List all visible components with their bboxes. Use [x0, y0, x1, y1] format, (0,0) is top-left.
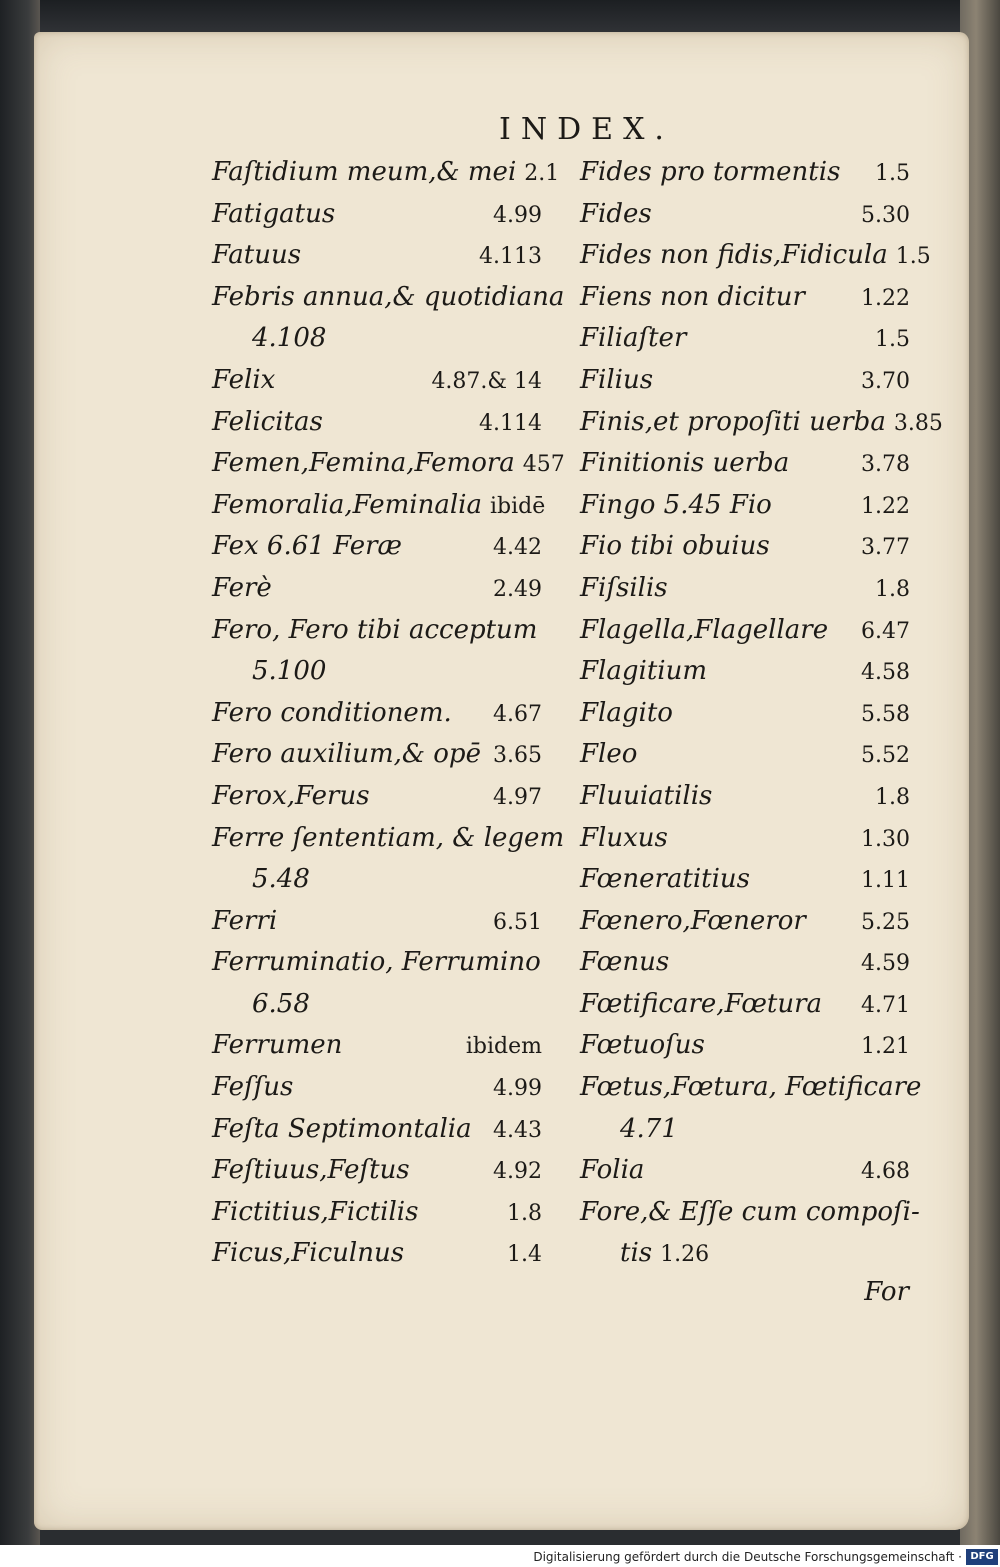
index-entry: [580, 1109, 910, 1151]
index-term: Fœtuoſus: [580, 1030, 705, 1061]
index-entry: [212, 1109, 542, 1151]
index-entry: [212, 984, 542, 1026]
index-ref: 4.97: [493, 784, 542, 810]
index-ref: ibidem: [465, 1034, 542, 1060]
index-ref: 1.8: [507, 1200, 542, 1226]
page-title: INDEX.: [499, 112, 674, 147]
index-ref: 4.87.& 14: [431, 368, 542, 394]
index-term: Fluxus: [580, 822, 668, 853]
index-entry: [212, 360, 542, 402]
index-term: Fore,& Eſſe cum compoſi-: [580, 1196, 920, 1227]
index-column-left: [212, 152, 565, 1275]
index-entry: [212, 443, 565, 485]
index-entry: [580, 942, 910, 984]
index-entry: [580, 1067, 922, 1109]
index-entry: [212, 568, 542, 610]
index-entry: [212, 942, 542, 984]
index-entry: [580, 526, 910, 568]
index-entry: [580, 318, 910, 360]
index-term: Ficus,Ficulnus: [212, 1238, 405, 1269]
book-page: [34, 32, 969, 1530]
index-term: 6.58: [252, 988, 310, 1019]
index-term: Fleo: [580, 739, 638, 770]
index-ref: 457: [522, 452, 565, 478]
index-term: Flagitium: [580, 656, 707, 687]
index-ref: 4.114: [479, 410, 542, 436]
index-entry: [212, 734, 542, 776]
index-ref: 1.26: [660, 1242, 710, 1268]
index-entry: [580, 277, 910, 319]
index-term: Ferox,Ferus: [212, 780, 370, 811]
index-ref: 2.49: [493, 576, 542, 602]
index-entry: [580, 610, 910, 652]
index-term: Filius: [580, 364, 654, 395]
index-ref: ibidē: [490, 493, 546, 519]
index-entry: [212, 485, 546, 527]
index-term: Fio tibi obuius: [580, 531, 770, 562]
index-entry: [212, 402, 542, 444]
index-entry: [580, 485, 910, 527]
index-ref: 1.5: [895, 244, 931, 270]
catchword: For: [864, 1277, 909, 1307]
index-term: Fluuiatilis: [580, 780, 713, 811]
index-entry: [212, 859, 542, 901]
index-entry: [580, 984, 910, 1026]
index-entry: [212, 235, 542, 277]
index-entry: [580, 901, 910, 943]
index-term: Fex 6.61 Feræ: [212, 531, 402, 562]
dfg-logo: DFG: [966, 1549, 998, 1565]
index-term: Ferre ſententiam, & legem: [212, 822, 565, 853]
index-ref: 1.4: [507, 1242, 542, 1268]
index-term: Flagito: [580, 697, 673, 728]
index-term: Fiſsilis: [580, 572, 668, 603]
index-entry: [212, 776, 542, 818]
index-entry: [212, 1233, 542, 1275]
index-ref: 4.67: [493, 701, 542, 727]
index-term: 5.100: [252, 656, 327, 687]
index-entry: [580, 1150, 910, 1192]
index-entry: [212, 651, 542, 693]
index-term: Flagella,Flagellare: [580, 614, 829, 645]
index-ref: 6.51: [493, 909, 542, 935]
index-ref: 5.25: [861, 909, 910, 935]
index-ref: 5.58: [861, 701, 910, 727]
index-entry: [580, 859, 910, 901]
index-ref: 1.8: [875, 576, 910, 602]
index-ref: 4.99: [493, 202, 542, 228]
index-ref: 4.58: [861, 660, 910, 686]
index-term: Fœtificare,Fœtura: [580, 988, 823, 1019]
index-ref: 5.52: [861, 743, 910, 769]
index-entry: [580, 693, 910, 735]
index-ref: 5.30: [861, 202, 910, 228]
index-entry: [212, 318, 542, 360]
index-entry: [212, 1150, 542, 1192]
index-ref: 4.59: [861, 951, 910, 977]
index-ref: 1.5: [875, 161, 910, 186]
index-term: Fatigatus: [212, 198, 336, 229]
index-term: Felicitas: [212, 406, 323, 437]
index-term: Fero, Fero tibi acceptum: [212, 614, 538, 645]
index-entry: [212, 194, 542, 236]
index-term: 4.71: [620, 1113, 678, 1144]
index-ref: 1.22: [861, 285, 910, 311]
index-term: Fœtus,Fœtura, Fœtificare: [580, 1072, 922, 1103]
index-entry: [580, 1025, 910, 1067]
index-term: Fides pro tormentis: [580, 157, 841, 187]
index-entry: [212, 1192, 542, 1234]
index-ref: 4.43: [493, 1117, 542, 1143]
index-entry: [212, 526, 542, 568]
index-entry: [212, 1067, 542, 1109]
index-term: Femen,Femina,Femora: [212, 448, 515, 479]
index-entry: [212, 901, 542, 943]
index-ref: 4.92: [493, 1159, 542, 1185]
index-ref: 4.71: [861, 992, 910, 1018]
index-term: Felix: [212, 364, 276, 395]
index-entry: [580, 443, 910, 485]
index-entry: [580, 818, 910, 860]
index-term: Folia: [580, 1155, 645, 1186]
index-entry: [580, 360, 910, 402]
index-entry: [580, 1192, 920, 1234]
index-entry: [212, 277, 565, 319]
index-ref: 1.30: [861, 826, 910, 852]
index-term: Fides: [580, 198, 652, 229]
index-ref: 4.68: [861, 1159, 910, 1185]
index-ref: 4.42: [493, 535, 542, 561]
index-entry: [580, 776, 910, 818]
index-term: Filiaſter: [580, 323, 687, 354]
index-term: Faſtidium meum,& mei: [212, 157, 517, 187]
index-entry: [580, 402, 943, 444]
index-term: Fingo 5.45 Fio: [580, 489, 772, 520]
index-term: Finitionis uerba: [580, 448, 790, 479]
index-entry: [580, 568, 910, 610]
index-term: Fœnero,Fœneror: [580, 905, 806, 936]
index-column-right: [580, 152, 943, 1275]
index-entry: [580, 152, 910, 194]
index-term: Fero auxilium,& opē: [212, 739, 481, 770]
index-entry: [212, 1025, 542, 1067]
index-term: Ferrumen: [212, 1030, 343, 1061]
index-term: Fatuus: [212, 240, 302, 271]
index-ref: 1.22: [861, 493, 910, 519]
index-term: tis: [620, 1238, 653, 1269]
index-ref: 6.47: [861, 618, 910, 644]
index-ref: 3.70: [861, 368, 910, 394]
index-term: Fœnus: [580, 947, 670, 978]
index-entry: [580, 235, 931, 277]
index-entry: [580, 734, 910, 776]
index-entry: [212, 610, 542, 652]
index-term: Finis,et propoſiti uerba: [580, 406, 886, 437]
index-term: Ferè: [212, 572, 272, 603]
index-ref: 1.21: [861, 1034, 910, 1060]
index-term: Febris annua,& quotidiana: [212, 281, 565, 312]
index-entry: [580, 194, 910, 236]
index-term: Fero conditionem.: [212, 697, 452, 728]
index-term: Feſſus: [212, 1072, 294, 1103]
index-ref: 3.85: [893, 410, 943, 436]
index-ref: 1.11: [861, 868, 910, 894]
index-term: Fides non fidis,Fidicula: [580, 240, 888, 271]
index-ref: 3.65: [493, 743, 542, 769]
footer-bar: [0, 1545, 1000, 1567]
index-ref: 4.99: [493, 1076, 542, 1102]
index-term: Fictitius,Fictilis: [212, 1196, 419, 1227]
index-ref: 3.77: [861, 535, 910, 561]
index-term: 4.108: [252, 323, 327, 354]
index-term: Fœneratitius: [580, 864, 751, 895]
footer-credit: Digitalisierung gefördert durch die Deutsche Forschungsgemeinschaft ·: [533, 1550, 962, 1564]
index-term: Femoralia,Feminalia: [212, 489, 482, 520]
index-entry: [580, 1233, 910, 1275]
index-term: Fiens non dicitur: [580, 281, 805, 312]
index-ref: 4.113: [479, 244, 542, 270]
index-term: Ferruminatio, Ferrumino: [212, 947, 541, 978]
index-ref: 1.5: [875, 327, 910, 353]
index-entry: [212, 693, 542, 735]
index-entry: [212, 152, 560, 194]
index-term: Feſta Septimontalia: [212, 1113, 472, 1144]
index-term: 5.48: [252, 864, 310, 895]
index-ref: 3.78: [861, 452, 910, 478]
index-term: Ferri: [212, 905, 278, 936]
index-term: Feſtiuus,Feſtus: [212, 1155, 410, 1186]
index-ref: 2.1: [524, 161, 560, 186]
index-entry: [212, 818, 565, 860]
index-entry: [580, 651, 910, 693]
index-ref: 1.8: [875, 784, 910, 810]
